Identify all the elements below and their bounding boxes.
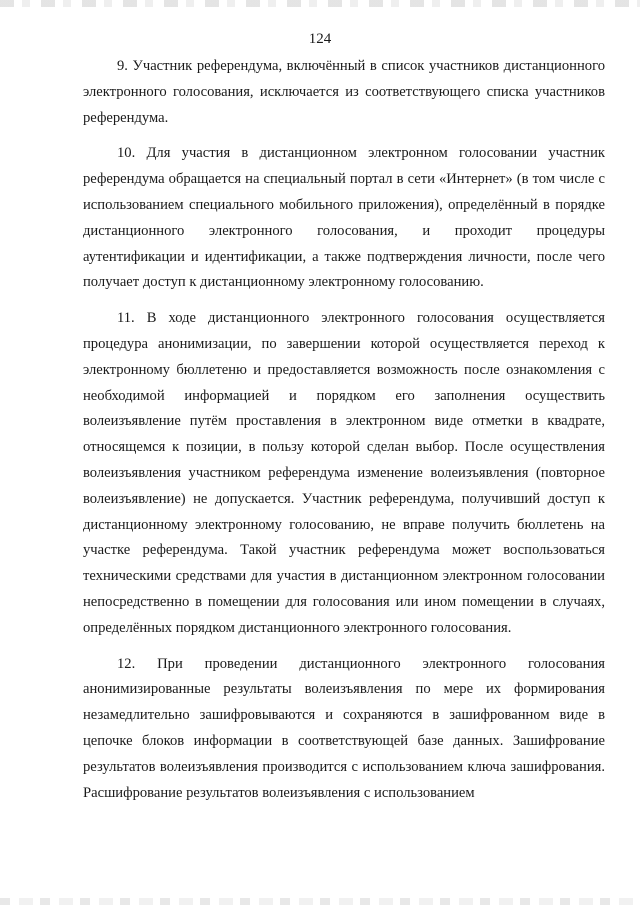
- scan-edge-bottom: [0, 898, 640, 905]
- paragraph-9: 9. Участник референдума, включённый в список участников дистанционного электронного голосования, исключается из соответствующего списка участников референдума.: [83, 58, 605, 126]
- scan-edge-top: [0, 0, 640, 7]
- paragraph-12: 12. При проведении дистанционного электронного голосования анонимизированные результаты волеизъявления по мере их формирования незамедлительно зашифровываются и сохраняются в зашифрованном виде в цепочке блоков информации в соответствующей базе данных. Зашифрование результатов волеизъявления производится с использованием ключа зашифрования. Расшифрование результатов волеизъявления с использованием: [83, 655, 605, 801]
- paragraph-10: 10. Для участия в дистанционном электронном голосовании участник референдума обращается на специальный портал в сети «Интернет» (в том числе с использованием специального мобильного приложения), определённый в порядке дистанционного электронного голосования, и проходит процедуры аутентификации и идентификации, а также подтверждения личности, после чего получает доступ к дистанционному электронному голосованию.: [83, 145, 605, 291]
- paragraph-11: 11. В ходе дистанционного электронного голосования осуществляется процедура анонимизации, по завершении которой осуществляется переход к электронному бюллетеню и предоставляется возможность после ознакомления с необходимой информацией и порядком его заполнения осуществить волеизъявление путём проставления в электронном виде отметки в квадрате, относящемся к позиции, в пользу которой сделан выбор. После осуществления волеизъявления участником референдума изменение волеизъявления (повторное волеизъявление) не допускается. Участник референдума, получивший доступ к дистанционному электронному голосованию, не вправе получить бюллетень на участке референдума. Такой участник референдума может воспользоваться техническими средствами для участия в дистанционном электронном голосовании непосредственно в помещении для голосования или ином помещении в случаях, определённых порядком дистанционного электронного голосования.: [83, 310, 605, 636]
- page-number: 124: [308, 31, 332, 47]
- document-body: [83, 54, 605, 816]
